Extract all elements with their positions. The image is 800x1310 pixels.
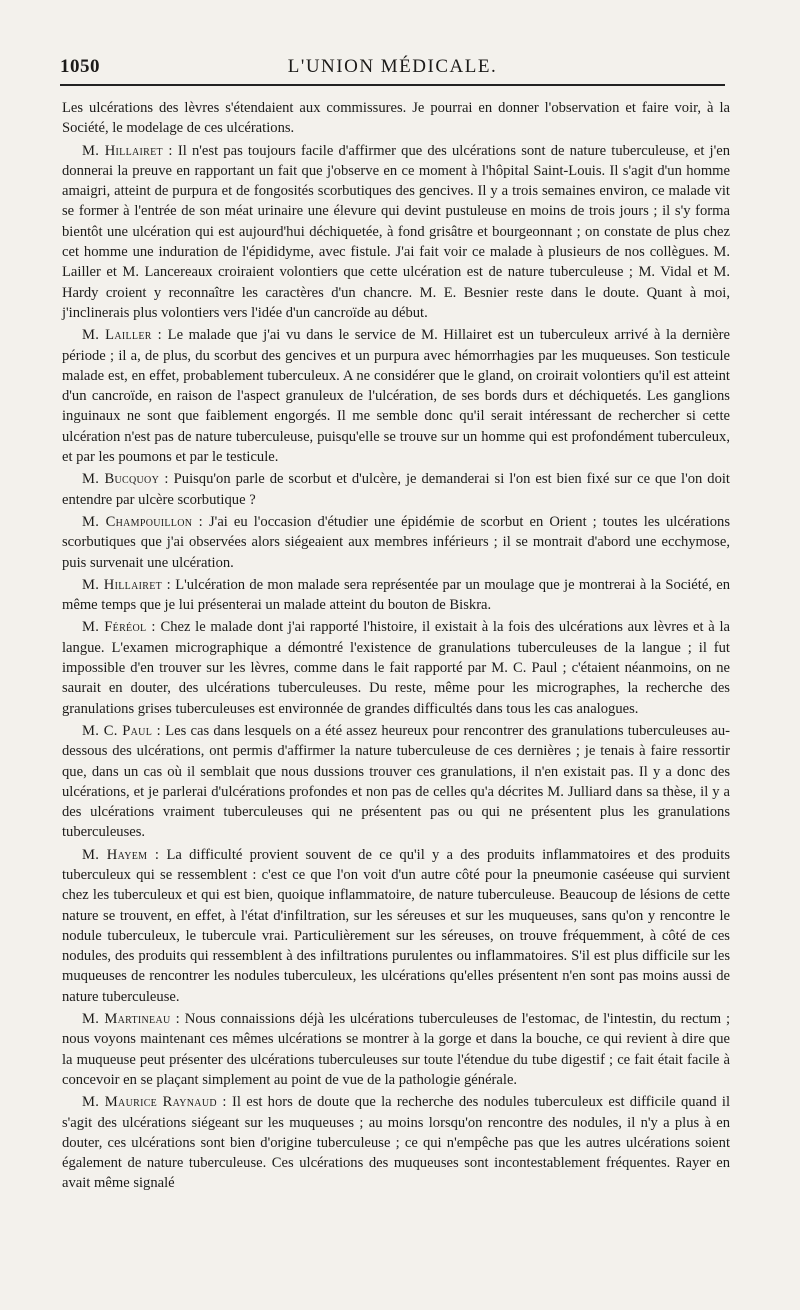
journal-title: L'UNION MÉDICALE. <box>287 56 498 77</box>
paragraph-text: Il n'est pas toujours facile d'affirmer que des ulcérations sont de nature tuberculeuse, et j'en donnerai la preuve en rapportant un fait que j'observe en ce moment à l'hôpital Saint-Louis. Il s'agit d'un homme amaigri, atteint de purpura et de fongosités scorbutiques des gencives. Il y a trois semaines environ, ce malade vit se former à l'entrée de son méat urinaire une élevure qui devint pustuleuse en moins de trois jours ; il s'y forma bientôt une ulcération qui est aujourd'hui déchiquetée, à fond grisâtre et bourgeonnant ; on constate de plus chez cet homme une induration de l'épididyme, avec fistule. J'ai fait voir ce malade à plusieurs de nos collègues. M. Lailler et M. Lancereaux croiraient volontiers que cette ulcération est de nature tuberculeuse ; M. Vidal et M. Hardy croient y reconnaître les caractères d'un chancre. M. E. Besnier reste dans le doute. Quant à moi, j'inclinerais plus volontiers vers l'idée d'un cancroïde au début. <box>62 142 730 321</box>
paragraph-martineau <box>62 1009 730 1090</box>
paragraph-hayem <box>62 845 730 1007</box>
paragraph-bucquoy <box>62 469 730 510</box>
speaker-name: M. Bucquoy : <box>82 471 169 488</box>
paragraph-text: Puisqu'on parle de scorbut et d'ulcère, je demanderai si l'on est bien fixé sur ce que l'on doit entendre par ulcère scorbutique ? <box>62 471 730 508</box>
speaker-name: M. Champouillon : <box>82 513 203 530</box>
paragraph-text: Il est hors de doute que la recherche des nodules tuberculeux est difficile quand il s'agit des ulcérations siégeant sur les muqueuses ; au moins lorsqu'on rencontre des nodules, il n'y a plus à en douter, ces ulcérations sont bien d'origine tuberculeuse ; ce qui n'empêche pas que les autres ulcérations soient également de nature tuberculeuse. Ces ulcérations des muqueuses sont incontestablement fréquentes. Rayer en avait même signalé <box>62 1094 731 1192</box>
paragraph-hillairet <box>62 141 730 324</box>
paragraph-text: Nous connaissions déjà les ulcérations tuberculeuses de l'estomac, de l'intestin, du rectum ; nous voyons maintenant ces mêmes ulcérations se montrer à la gorge et dans la bouche, ce qui revient à dire que la muqueuse peut présenter des ulcérations tuberculeuses sur toute l'étendue du tube digestif ; ce fait était facile à concevoir en se plaçant simplement au point de vue de la pathologie générale. <box>62 1011 731 1088</box>
page-header <box>60 52 725 86</box>
speaker-name: M. Hillairet : <box>82 142 173 159</box>
paragraph-raynaud <box>62 1092 730 1193</box>
paragraph-lailler <box>62 325 730 467</box>
paragraph-text: J'ai eu l'occasion d'étudier une épidémie de scorbut en Orient ; toutes les ulcérations scorbutiques que j'ai observées alors siégeaient aux membres inférieurs ; il se montrait d'abord une ecchymose, puis survenait une ulcération. <box>62 513 730 571</box>
paragraph-champouillon <box>62 512 730 573</box>
speaker-name: M. C. Paul : <box>82 722 161 739</box>
paragraph-hillairet-2 <box>62 575 730 616</box>
page-number: 1050 <box>60 56 100 77</box>
paragraph-text: La difficulté provient souvent de ce qu'il y a des produits inflammatoires et des produits tuberculeux qui se ressemblent : c'est ce que l'on voit d'un autre côté pour la pneumonie caséeuse qui survient chez les tuberculeux et qui est bien, quoique inflammatoire, de nature tuberculeuse. Beaucoup de lésions de cette nature se trouvent, en effet, à l'état d'infiltration, sur les séreuses et sur les muqueuses, sans qu'on y rencontre le nodule tuberculeux, le tubercule vrai. Particulièrement sur les séreuses, on trouve fréquemment, à côté de ces nodules, des produits qui ressemblent à des infiltrations purulentes ou inflammatoires. S'il est plus difficile sur les muqueuses de rencontrer les nodules tuberculeux, les ulcérations qu'elles présentent n'en sont pas moins aussi de nature tuberculeuse. <box>62 846 731 1005</box>
speaker-name: M. Maurice Raynaud : <box>82 1094 227 1111</box>
paragraph-text: Chez le malade dont j'ai rapporté l'histoire, il existait à la fois des ulcérations aux lèvres et à la langue. L'examen micrographique a démontré l'existence de granulations tuberculeuses de la langue ; il fut impossible d'en trouver sur les lèvres, comme dans le fait rapporté par M. C. Paul ; c'étaient néanmoins, on ne saurait en douter, des ulcérations tuberculeuses. Du reste, même pour les micrographes, la recherche des granulations grises tuberculeuses est environnée de grandes difficultés dans tous les cas analogues. <box>62 619 730 717</box>
speaker-name: M. Hillairet : <box>82 576 171 593</box>
paragraph-fereol <box>62 617 730 718</box>
paragraph-intro <box>62 98 730 139</box>
paragraph-paul <box>62 721 730 843</box>
speaker-name: M. Hayem : <box>82 846 160 863</box>
speaker-name: M. Lailler : <box>82 327 163 344</box>
paragraph-text: Le malade que j'ai vu dans le service de M. Hillairet est un tuberculeux arrivé à la dernière période ; il a, de plus, du scorbut des gencives et un purpura avec hémorrhagies par les muqueuses. Son testicule malade est, en effet, probablement tuberculeux. A ne considérer que le gland, on croirait volontiers qu'il est atteint d'un cancroïde, en raison de l'aspect granuleux de l'ulcération, de ses bords durs et déchiquetés. Les ganglions inguinaux ne sont que faiblement engorgés. Il me semble donc qu'il serait intéressant de rechercher si cette ulcération n'est pas de nature tuberculeuse, puisqu'elle se trouve sur un homme qui est profondément tuberculeux, et par les poumons et par le testicule. <box>62 327 730 466</box>
speaker-name: M. Martineau : <box>82 1011 180 1028</box>
paragraph-text: Les cas dans lesquels on a été assez heureux pour rencontrer des granulations tuberculeuses au-dessous des ulcérations, ont permis d'affirmer la nature tuberculeuse de ces dernières ; je tenais à faire ressortir que, dans un cas où il semblait que nous dussions trouver ces granulations, il n'en existait pas. Il y a donc des ulcérations, et je parlerai d'ulcérations profondes et non pas de celles qu'a décrites M. Julliard dans sa thèse, il y a des ulcérations vraiment tuberculeuses qui ne présentent pas ou qui ne présentent plus les granulations tuberculeuses. <box>62 722 731 841</box>
body-text <box>62 98 730 1196</box>
paragraph-text: L'ulcération de mon malade sera représentée par un moulage que je montrerai à la Société, en même temps que je lui présenterai un malade atteint du bouton de Biskra. <box>62 576 731 614</box>
speaker-name: M. Féréol : <box>82 619 156 636</box>
paragraph-text: Les ulcérations des lèvres s'étendaient aux commissures. Je pourrai en donner l'observation et faire voir, à la Société, le modelage de ces ulcérations. <box>62 100 730 137</box>
